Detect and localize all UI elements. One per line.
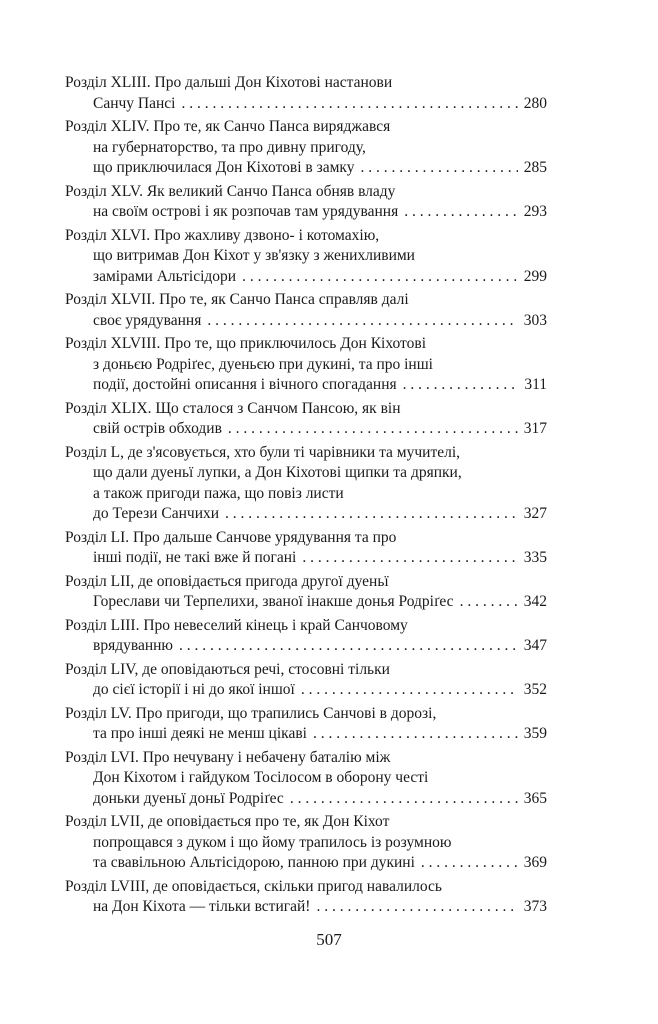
toc-entry-last-line — [65, 724, 547, 745]
toc-entry-last-line — [65, 267, 547, 288]
dot-leader — [225, 504, 518, 525]
toc-entry-text: а також пригоди пажа, що повіз листи — [93, 484, 344, 502]
toc-entry-text: до сієї історії і ні до якої іншої — [93, 681, 295, 698]
dot-leader — [207, 311, 517, 332]
toc-entry-text: та про інші деякі не менш цікаві — [93, 725, 307, 742]
toc-entry-title: Розділ LVIII, де оповідається, скільки пригод навалилось — [65, 877, 442, 895]
toc-page-number: 365 — [523, 789, 547, 807]
toc-page-number: 285 — [523, 159, 547, 176]
table-of-contents — [65, 73, 547, 921]
toc-page-number: 373 — [523, 898, 547, 915]
toc-entry-text: що витримав Дон Кіхот у зв'язку з женихливими — [93, 247, 415, 264]
toc-entry-text: інші події, не такі вже й погані — [93, 549, 297, 566]
toc-entry-text: Дон Кіхотом і гайдуком Тосілосом в оборону честі — [93, 769, 429, 786]
toc-entry-text: що дали дуеньї лупки, а Дон Кіхотові щипки та дряпки, — [93, 464, 462, 481]
toc-entry — [65, 226, 547, 288]
toc-entry-title: Розділ XLIII. Про дальші Дон Кіхотові настанови — [65, 74, 393, 91]
toc-entry-last-line — [65, 548, 547, 569]
dot-leader — [302, 548, 517, 569]
toc-entry — [65, 117, 547, 179]
toc-entry — [65, 660, 547, 701]
toc-entry-title: Розділ LI. Про дальше Санчове урядування та про — [65, 528, 397, 546]
toc-entry-last-line — [65, 158, 547, 179]
toc-entry — [65, 334, 547, 396]
toc-entry-last-line — [65, 375, 547, 396]
toc-entry-last-line — [65, 853, 547, 874]
toc-entry-text: врядуванню — [93, 637, 173, 654]
toc-page-number: 303 — [523, 311, 547, 329]
toc-entry-last-line — [65, 94, 547, 115]
toc-page-number: 327 — [523, 505, 547, 522]
toc-entry-text: події, достойні описання і вічного спогадання — [93, 376, 397, 393]
toc-entry-text: свій острів обходив — [93, 420, 222, 437]
dot-leader — [313, 724, 518, 745]
toc-entry-title: Розділ XLIV. Про те, як Санчо Панса виряджався — [65, 118, 391, 135]
toc-entry-text: що приключилася Дон Кіхотові в замку — [93, 159, 355, 176]
toc-page-number: 335 — [523, 549, 547, 566]
toc-page-number: 299 — [523, 267, 547, 285]
toc-entry-last-line — [65, 789, 547, 810]
dot-leader — [360, 158, 517, 179]
toc-entry-text: своє урядування — [93, 311, 202, 329]
toc-page-number: 347 — [523, 637, 547, 654]
toc-page-number: 317 — [523, 420, 547, 437]
toc-entry-title: Розділ LII, де оповідається пригода другої дуеньї — [65, 572, 389, 590]
toc-entry-text: на губернаторство, та про дивну пригоду, — [93, 138, 366, 156]
toc-entry-text: до Терези Санчихи — [93, 505, 220, 522]
dot-leader — [404, 202, 518, 223]
toc-entry-title: Розділ XLVIII. Про те, що приключилось Дон Кіхотові — [65, 335, 426, 352]
toc-entry-last-line — [65, 636, 547, 657]
toc-entry-text: доньки дуеньї доньї Родріґес — [93, 789, 284, 807]
toc-page-number: 359 — [523, 725, 547, 742]
toc-entry — [65, 290, 547, 331]
toc-entry — [65, 616, 547, 657]
toc-entry-text: з доньєю Родріґес, дуеньєю при дукині, та про інші — [93, 355, 433, 373]
toc-entry — [65, 877, 547, 918]
toc-entry-title: Розділ XLVII. Про те, як Санчо Панса справляв далі — [65, 291, 409, 308]
toc-entry-title: Розділ L, де з'ясовується, хто були ті чарівники та мучителі, — [65, 443, 461, 461]
toc-entry-last-line — [65, 311, 547, 332]
page-number: 507 — [316, 930, 342, 949]
dot-leader — [421, 853, 518, 874]
toc-entry-text: на своїм острові і як розпочав там урядування — [93, 203, 399, 220]
toc-entry-title: Розділ XLV. Як великий Санчо Панса обняв владу — [65, 182, 396, 200]
toc-page-number: 342 — [523, 593, 547, 610]
toc-entry — [65, 528, 547, 569]
toc-entry-text: Горeслави чи Терпелихи, званої інакше донья Родріґес — [93, 593, 454, 610]
toc-entry — [65, 73, 547, 114]
dot-leader — [316, 897, 517, 918]
toc-entry — [65, 704, 547, 745]
toc-entry-last-line — [65, 680, 547, 701]
dot-leader — [460, 592, 518, 613]
dot-leader — [290, 789, 518, 810]
toc-entry-last-line — [65, 897, 547, 918]
toc-page-number: 280 — [523, 94, 547, 112]
dot-leader — [242, 267, 518, 288]
toc-entry-title: Розділ LVI. Про нечувану і небачену баталію між — [65, 748, 391, 766]
toc-entry — [65, 812, 547, 874]
toc-entry — [65, 748, 547, 810]
toc-entry-title: Розділ LIV, де оповідаються речі, стосовні тільки — [65, 660, 390, 678]
toc-entry-text: на Дон Кіхота — тільки встигай! — [93, 898, 311, 915]
toc-entry-text: попрощався з дуком і що йому трапилось із розумною — [93, 833, 452, 851]
toc-entry-last-line — [65, 202, 547, 223]
toc-entry-text: замірами Альтісідори — [93, 267, 237, 285]
toc-entry — [65, 572, 547, 613]
toc-entry — [65, 443, 547, 525]
toc-entry-title: Розділ LV. Про пригоди, що трапились Санчові в дорозі, — [65, 704, 437, 722]
toc-entry-title: Розділ LVII, де оповідається про те, як Дон Кіхот — [65, 813, 390, 830]
toc-page-number: 293 — [523, 203, 547, 220]
toc-page-number: 369 — [523, 854, 547, 871]
toc-entry-last-line — [65, 419, 547, 440]
dot-leader — [228, 419, 518, 440]
dot-leader — [179, 636, 518, 657]
toc-entry-text: Санчу Пансі — [93, 94, 176, 112]
dot-leader — [182, 94, 518, 115]
toc-page-number: 311 — [524, 376, 547, 393]
toc-entry-text: та свавільною Альтісідорою, панною при дукині — [93, 854, 415, 871]
toc-entry — [65, 399, 547, 440]
toc-entry-title: Розділ LIII. Про невеселий кінець і край Санчовому — [65, 616, 408, 634]
toc-entry-title: Розділ XLVI. Про жахливу дзвоно- і котомахію, — [65, 226, 380, 244]
toc-page-number: 352 — [523, 681, 547, 698]
toc-entry — [65, 182, 547, 223]
toc-entry-last-line — [65, 592, 547, 613]
toc-entry-last-line — [65, 504, 547, 525]
dot-leader — [403, 375, 519, 396]
toc-entry-title: Розділ XLIX. Що сталося з Санчом Пансою, як він — [65, 399, 401, 417]
dot-leader — [301, 680, 518, 701]
